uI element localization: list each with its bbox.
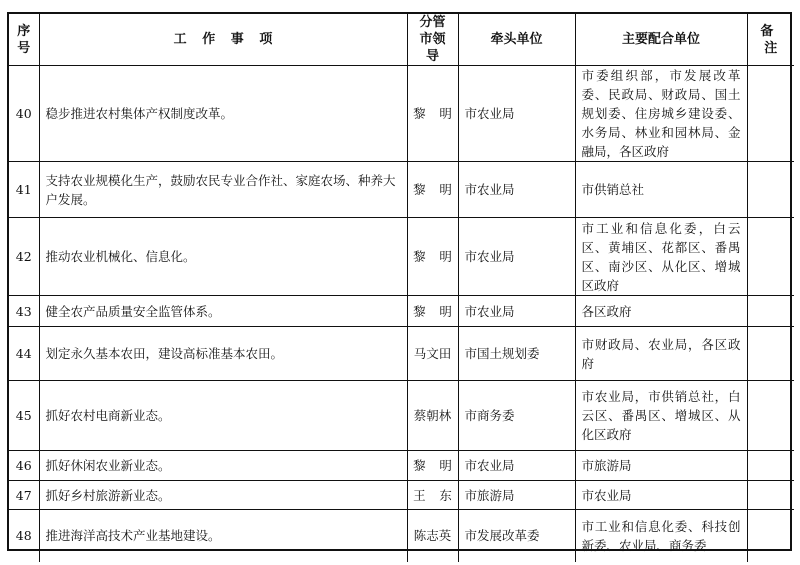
row-leader — [407, 327, 458, 381]
row-no: 43 — [9, 296, 39, 327]
row-partners: 市工业和信息化委、科技创新委、农业局、商务委 — [575, 510, 747, 562]
row-leader — [407, 481, 466, 510]
row-leader — [407, 510, 458, 562]
row-leader — [407, 218, 466, 296]
row-partners: 市旅游局 — [575, 451, 747, 481]
table-row — [9, 218, 794, 296]
row-leader — [407, 451, 466, 481]
row-partners: 市财政局、农业局，各区政府 — [575, 327, 747, 381]
row-remark — [747, 481, 794, 510]
table-row — [9, 66, 794, 162]
row-no: 47 — [9, 481, 39, 510]
row-lead-unit: 市农业局 — [458, 218, 575, 296]
work-items-table-frame — [7, 12, 792, 551]
table-row — [9, 510, 794, 562]
row-leader-name: 黎明 — [413, 458, 466, 473]
row-remark — [747, 66, 794, 162]
row-remark — [747, 327, 794, 381]
row-no: 48 — [9, 510, 39, 562]
row-remark — [747, 510, 794, 562]
row-task: 推动农业机械化、信息化。 — [39, 218, 407, 296]
row-task: 健全农产品质量安全监管体系。 — [39, 296, 407, 327]
row-leader-name: 黎明 — [413, 303, 466, 319]
row-leader-name: 陈志英 — [413, 528, 452, 544]
row-lead-unit: 市发展改革委 — [458, 510, 575, 562]
row-task: 支持农业规模化生产，鼓励农民专业合作社、家庭农场、种养大户发展。 — [39, 162, 407, 218]
header-remark — [747, 14, 794, 66]
table-header-row — [9, 14, 794, 66]
row-lead-unit: 市农业局 — [458, 296, 575, 327]
header-partners: 主要配合单位 — [575, 14, 747, 66]
row-partners: 市委组织部，市发展改革委、民政局、财政局、国土规划委、住房城乡建设委、水务局、林业和园林局、金融局，各区政府 — [575, 66, 747, 162]
row-lead-unit: 市农业局 — [458, 451, 575, 481]
table-row — [9, 162, 794, 218]
row-no: 44 — [9, 327, 39, 381]
header-task-label: 工作事项 — [173, 32, 288, 47]
row-partners: 各区政府 — [575, 296, 747, 327]
table-row — [9, 451, 794, 481]
header-lead-unit: 牵头单位 — [458, 14, 575, 66]
row-lead-unit: 市商务委 — [458, 381, 575, 451]
table-row — [9, 381, 794, 451]
row-partners: 市农业局，市供销总社，白云区、番禺区、增城区、从化区政府 — [575, 381, 747, 451]
row-leader — [407, 66, 466, 162]
row-leader — [407, 162, 466, 218]
row-task: 稳步推进农村集体产权制度改革。 — [39, 66, 407, 162]
row-partners: 市工业和信息化委，白云区、黄埔区、花都区、番禺区、南沙区、从化区、增城区政府 — [575, 218, 747, 296]
row-leader-name: 蔡朝林 — [413, 408, 452, 423]
row-no: 42 — [9, 218, 39, 296]
row-no: 40 — [9, 66, 39, 162]
row-remark — [747, 381, 794, 451]
table-row — [9, 296, 794, 327]
table-row — [9, 327, 794, 381]
header-task — [39, 14, 407, 66]
work-items-table — [9, 14, 794, 562]
header-remark-label: 备注 — [760, 23, 786, 56]
row-remark — [747, 296, 794, 327]
row-task: 抓好乡村旅游新业态。 — [39, 481, 407, 510]
header-no: 序号 — [9, 14, 39, 66]
row-no: 46 — [9, 451, 39, 481]
row-no: 41 — [9, 162, 39, 218]
row-leader — [407, 381, 458, 451]
row-no: 45 — [9, 381, 39, 451]
header-leader: 分管市领导 — [407, 14, 458, 66]
row-leader — [407, 296, 466, 327]
row-leader-name: 黎明 — [413, 106, 466, 121]
row-task: 抓好农村电商新业态。 — [39, 381, 407, 451]
row-lead-unit: 市国土规划委 — [458, 327, 575, 381]
row-task: 抓好休闲农业新业态。 — [39, 451, 407, 481]
row-remark — [747, 162, 794, 218]
table-row — [9, 481, 794, 510]
row-leader-name: 马文田 — [413, 346, 452, 361]
row-partners: 市农业局 — [575, 481, 747, 510]
row-leader-name: 黎明 — [413, 249, 466, 264]
row-leader-name: 王东 — [413, 487, 466, 503]
row-remark — [747, 451, 794, 481]
row-lead-unit: 市农业局 — [458, 162, 575, 218]
row-lead-unit: 市农业局 — [458, 66, 575, 162]
row-task: 推进海洋高技术产业基地建设。 — [39, 510, 407, 562]
row-remark — [747, 218, 794, 296]
row-task: 划定永久基本农田，建设高标准基本农田。 — [39, 327, 407, 381]
row-lead-unit: 市旅游局 — [458, 481, 575, 510]
row-leader-name: 黎明 — [413, 182, 466, 197]
row-partners: 市供销总社 — [575, 162, 747, 218]
